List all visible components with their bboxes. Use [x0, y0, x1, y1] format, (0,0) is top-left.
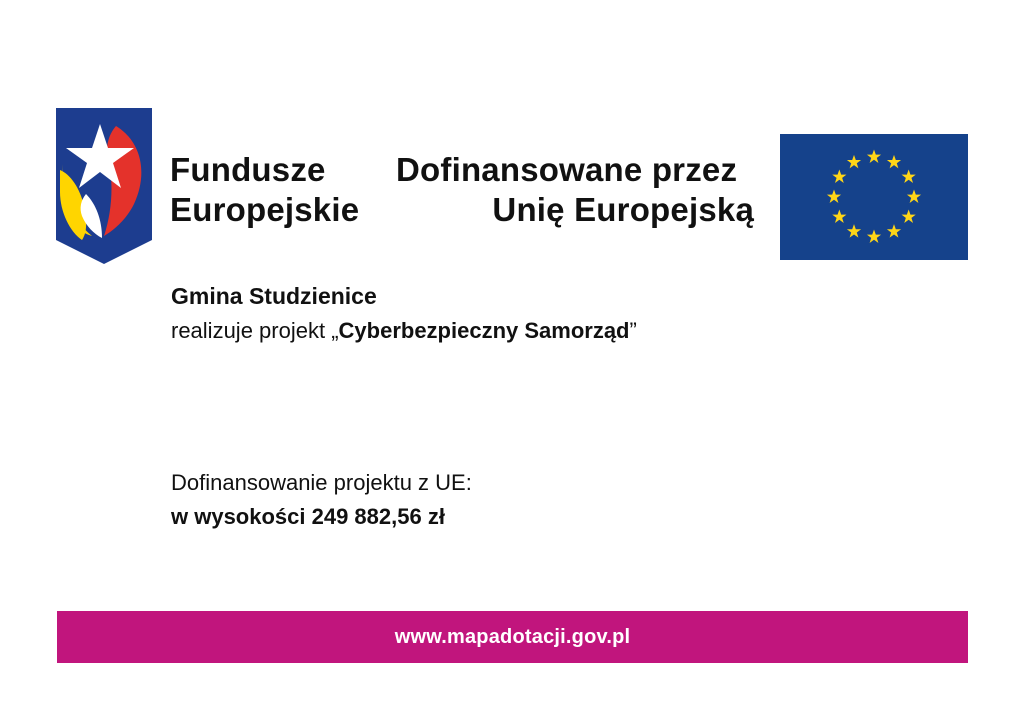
funding-block — [171, 468, 871, 532]
european-union-flag — [780, 134, 968, 260]
project-name: Cyberbezpieczny Samorząd — [338, 318, 630, 343]
project-statement — [171, 316, 871, 346]
beneficiary-name: Gmina Studzienice — [171, 283, 377, 309]
fundusze-wordmark-line2: Europejskie — [170, 191, 360, 228]
fundusze-europejskie-flag-logo — [56, 108, 152, 264]
footer-bar — [57, 611, 968, 663]
eu-wordmark-line2: Unię Europejską — [492, 191, 754, 228]
fundusze-wordmark-line1: Fundusze — [170, 151, 326, 188]
eu-funding-wordmark — [396, 150, 754, 230]
project-block — [171, 281, 871, 346]
project-intro-text: realizuje projekt „ — [171, 318, 339, 343]
eu-wordmark-line1: Dofinansowane przez — [396, 151, 738, 188]
funding-label: Dofinansowanie projektu z UE: — [171, 470, 472, 495]
fundusze-europejskie-wordmark — [170, 150, 359, 230]
logo-strip — [0, 52, 1024, 228]
project-closing-quote: ” — [629, 318, 637, 343]
funding-amount: w wysokości 249 882,56 zł — [171, 504, 445, 529]
footer-url-link[interactable]: www.mapadotacji.gov.pl — [394, 625, 631, 648]
